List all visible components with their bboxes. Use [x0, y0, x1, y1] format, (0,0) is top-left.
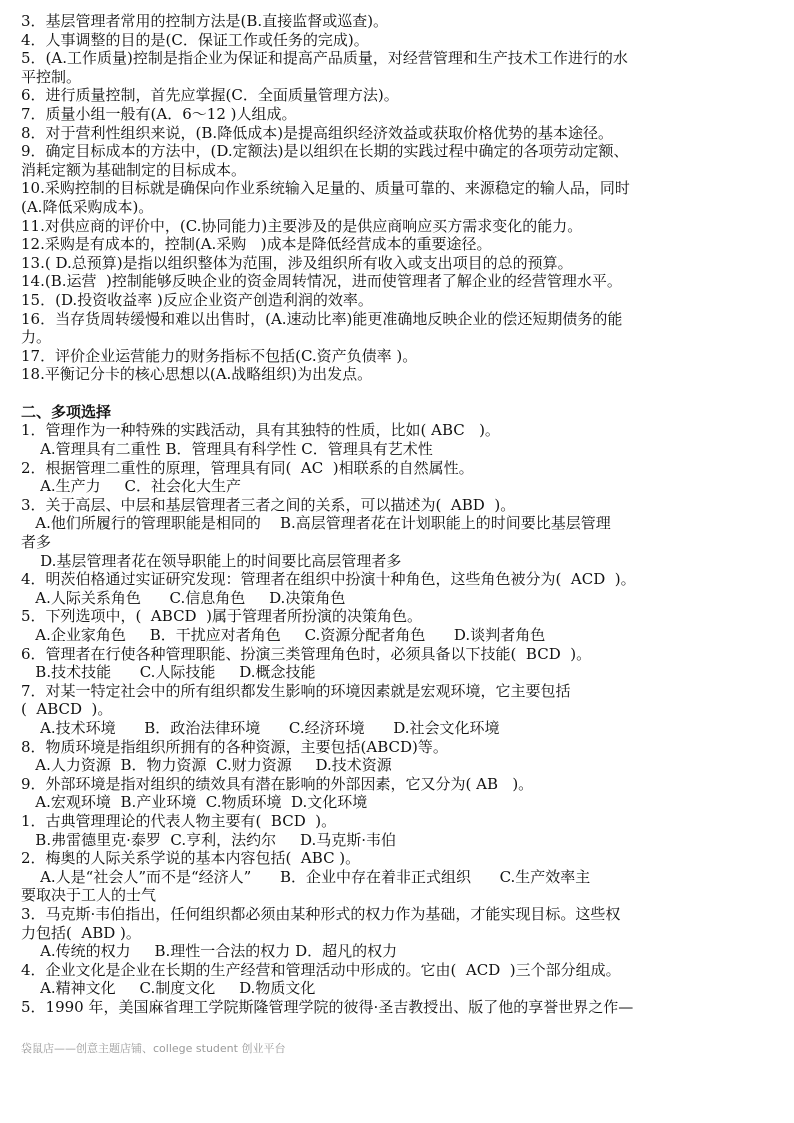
question-item	[21, 272, 777, 291]
question-item	[21, 849, 777, 905]
question-line: 8．对于营利性组织来说，(B.降低成本)是提高组织经济效益或获取价格优势的基本途径。	[21, 123, 614, 142]
multiple-choice-list	[21, 421, 777, 1016]
question-item	[21, 86, 777, 105]
question-line: 18.平衡记分卡的核心思想以(A.战略组织)为出发点。	[21, 365, 373, 384]
question-line: 5．(A.工作质量)控制是指企业为保证和提高产品质量，对经营管理和生产技术工作进行的水	[21, 49, 628, 68]
question-line: 7．对某一特定社会中的所有组织都发生影响的环境因素就是宏观环境，它主要包括	[21, 681, 571, 700]
answer-options: A.管理具有二重性 B．管理具有科学性 C．管理具有艺术性	[21, 440, 433, 459]
answer-options: A.人力资源 B．物力资源 C.财力资源 D.技术资源	[21, 756, 392, 775]
question-line: 16．当存货周转缓慢和难以出售时，(A.速动比率)能更准确地反映企业的偿还短期债务的能	[21, 309, 623, 328]
question-item	[21, 998, 777, 1017]
question-item	[21, 291, 777, 310]
question-line: 1．古典管理理论的代表人物主要有( BCD )。	[21, 811, 337, 830]
question-line: 6．进行质量控制，首先应掌握(C．全面质量管理方法)。	[21, 86, 399, 105]
question-line: 12.采购是有成本的，控制(A.采购 )成本是降低经营成本的重要途径。	[21, 235, 492, 254]
question-line: 2．梅奥的人际关系学说的基本内容包括( ABC )。	[21, 849, 361, 868]
question-line: 13.( D.总预算)是指以组织整体为范围，涉及组织所有收入或支出项目的总的预算。	[21, 253, 573, 272]
question-line: 消耗定额为基础制定的目标成本。	[21, 160, 247, 179]
question-item	[21, 812, 777, 849]
question-line: 力包括( ABD )。	[21, 923, 141, 942]
question-line: (A.降低采购成本)。	[21, 197, 154, 216]
question-item	[21, 607, 777, 644]
question-line: 15．(D.投资收益率 )反应企业资产创造利润的效率。	[21, 290, 373, 309]
answer-options: A.传统的权力 B.理性一合法的权力 D．超凡的权力	[21, 942, 398, 961]
question-line: 5．1990 年，美国麻省理工学院斯隆管理学院的彼得·圣吉教授出、版了他的享誉世界之作—	[21, 997, 634, 1016]
question-line: 3．关于高层、中层和基层管理者三者之间的关系，可以描述为( ABD )。	[21, 495, 516, 514]
question-line: 3．马克斯·韦伯指出，任何组织都必须由某种形式的权力作为基础，才能实现目标。这些权	[21, 904, 621, 923]
question-line: 力。	[21, 328, 52, 347]
section-heading: 二、多项选择	[21, 402, 112, 421]
answer-options: A.生产力 C．社会化大生产	[21, 477, 241, 496]
question-item	[21, 961, 777, 998]
question-item	[21, 49, 777, 86]
question-item	[21, 570, 777, 607]
question-item	[21, 682, 777, 738]
answer-options: A.精神文化 C.制度文化 D.物质文化	[21, 979, 316, 998]
answer-options: A.人际关系角色 C.信息角色 D.决策角色	[21, 588, 346, 607]
question-line: 1．管理作为一种特殊的实践活动，具有其独特的性质，比如( ABC )。	[21, 421, 500, 440]
question-item	[21, 217, 777, 236]
answer-options: A.宏观环境 B.产业环境 C.物质环境 D.文化环境	[21, 793, 368, 812]
question-line: 14.(B.运营 )控制能够反映企业的资金周转情况，进而使管理者了解企业的经营管理水平。	[21, 272, 622, 291]
answer-options: A.人是“社会人”而不是“经济人” B．企业中存在着非正式组织 C.生产效率主	[21, 867, 591, 886]
question-item	[21, 905, 777, 961]
question-line: 9．外部环境是指对组织的绩效具有潜在影响的外部因素，它又分为( AB )。	[21, 774, 534, 793]
question-item	[21, 365, 777, 384]
question-item	[21, 459, 777, 496]
question-line: 平控制。	[21, 67, 82, 86]
answer-options: 者多	[21, 533, 52, 552]
answer-options: A.技术环境 B．政治法律环境 C.经济环境 D.社会文化环境	[21, 718, 500, 737]
question-item	[21, 775, 777, 812]
question-item	[21, 12, 777, 31]
answer-options: B.技术技能 C.人际技能 D.概念技能	[21, 663, 316, 682]
question-line: 10.采购控制的目标就是确保向作业系统输入足量的、质量可靠的、来源稳定的输人品，同时	[21, 179, 630, 198]
question-item	[21, 142, 777, 179]
single-choice-list	[21, 12, 777, 384]
question-item	[21, 496, 777, 570]
question-item	[21, 105, 777, 124]
question-item	[21, 645, 777, 682]
question-item	[21, 347, 777, 366]
document-body	[21, 12, 777, 1016]
page-footer: 袋鼠店——创意主题店铺、college student 创业平台	[21, 1042, 286, 1055]
question-item	[21, 254, 777, 273]
answer-options: A.企业家角色 B．干扰应对者角色 C.资源分配者角色 D.谈判者角色	[21, 626, 546, 644]
question-line: 2．根据管理二重性的原理，管理具有同( AC )相联系的自然属性。	[21, 458, 474, 477]
question-item	[21, 421, 777, 458]
question-line: 5．下列选项中，( ABCD )属于管理者所扮演的决策角色。	[21, 607, 422, 626]
answer-options: B.弗雷德里克·泰罗 C.亨利，法约尔 D.马克斯·韦伯	[21, 830, 396, 849]
question-line: 17．评价企业运营能力的财务指标不包括(C.资产负债率 )。	[21, 346, 418, 365]
question-line: 4．企业文化是企业在长期的生产经营和管理活动中形成的。它由( ACD )三个部分组成。	[21, 960, 621, 979]
question-line: 7．质量小组一般有(A．6～12 )人组成。	[21, 104, 297, 123]
question-item	[21, 179, 777, 216]
answer-options: A.他们所履行的管理职能是相同的 B.高层管理者花在计划职能上的时间要比基层管理	[21, 514, 611, 533]
question-line: 9．确定目标成本的方法中，(D.定额法)是以组织在长期的实践过程中确定的各项劳动定额、	[21, 142, 629, 161]
answer-options: D.基层管理者花在领导职能上的时间要比高层管理者多	[21, 551, 402, 570]
question-item	[21, 738, 777, 775]
question-line: 4．明茨伯格通过实证研究发现：管理者在组织中扮演十种角色，这些角色被分为( ACD )。	[21, 570, 636, 589]
question-line: 3．基层管理者常用的控制方法是(B.直接监督或巡查)。	[21, 12, 389, 30]
question-line: 4．人事调整的目的是(C．保证工作或任务的完成)。	[21, 30, 369, 49]
question-line: ( ABCD )。	[21, 700, 113, 719]
question-line: 8．物质环境是指组织所拥有的各种资源，主要包括(ABCD)等。	[21, 737, 448, 756]
question-line: 6．管理者在行使各种管理职能、扮演三类管理角色时，必须具备以下技能( BCD )。	[21, 644, 592, 663]
answer-options: 要取决于工人的士气	[21, 886, 157, 905]
question-item	[21, 31, 777, 50]
question-item	[21, 235, 777, 254]
question-item	[21, 124, 777, 143]
question-line: 11.对供应商的评价中，(C.协同能力)主要涉及的是供应商响应买方需求变化的能力。	[21, 216, 583, 235]
question-item	[21, 310, 777, 347]
